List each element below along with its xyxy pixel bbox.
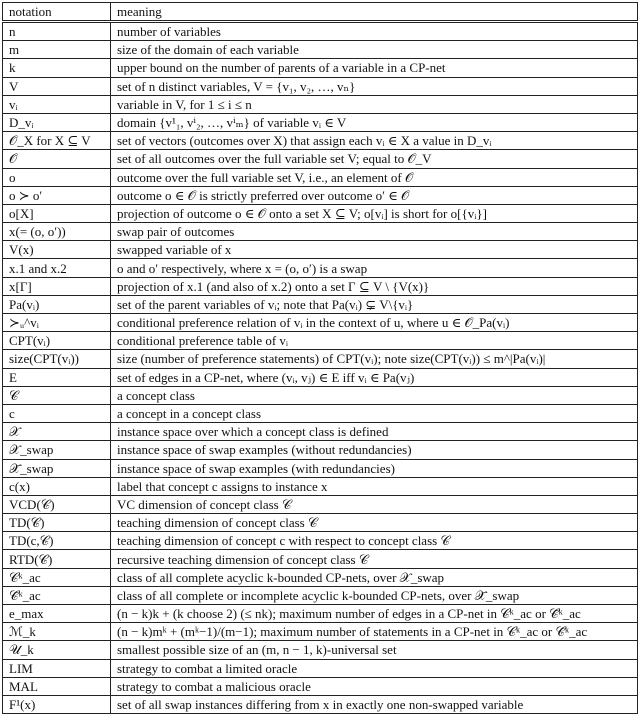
notation-cell: ℳ_k: [3, 623, 111, 641]
table-row: [3, 623, 638, 641]
table-row: [3, 514, 638, 532]
notation-cell: 𝒞ᵏ_ac: [3, 568, 111, 586]
notation-cell: e_max: [3, 605, 111, 623]
notation-cell: c(x): [3, 477, 111, 495]
table-row: [3, 695, 638, 713]
table-row: [3, 332, 638, 350]
notation-cell: 𝒳_swap: [3, 441, 111, 459]
meaning-cell: projection of outcome o ∈ 𝒪 onto a set X ⊆ V; o[vᵢ] is short for o[{vᵢ}]: [111, 204, 638, 222]
meaning-cell: (n − k)mᵏ + (mᵏ−1)/(m−1); maximum number of statements in a CP-net in 𝒞ᵏ_ac or 𝒞̄ᵏ_ac: [111, 623, 638, 641]
meaning-cell: recursive teaching dimension of concept class 𝒞: [111, 550, 638, 568]
meaning-cell: set of the parent variables of vᵢ; note that Pa(vᵢ) ⊊ V\{vᵢ}: [111, 295, 638, 313]
notation-cell: TD(𝒞): [3, 514, 111, 532]
meaning-cell: a concept in a concept class: [111, 404, 638, 422]
notation-cell: MAL: [3, 677, 111, 695]
meaning-cell: set of n distinct variables, V = {v₁, v₂, …, vₙ}: [111, 77, 638, 95]
table-row: [3, 95, 638, 113]
meaning-cell: domain {v¹₁, vⁱ₂, …, vⁱₘ} of variable vᵢ ∈ V: [111, 113, 638, 131]
meaning-cell: class of all complete or incomplete acyclic k-bounded CP-nets, over 𝒳̄_swap: [111, 586, 638, 604]
meaning-cell: size of the domain of each variable: [111, 41, 638, 59]
meaning-cell: set of all swap instances differing from x in exactly one non-swapped variable: [111, 695, 638, 713]
notation-cell: n: [3, 22, 111, 41]
notation-cell: 𝒪: [3, 150, 111, 168]
meaning-cell: a concept class: [111, 386, 638, 404]
table-row: [3, 150, 638, 168]
table-row: [3, 241, 638, 259]
meaning-cell: outcome over the full variable set V, i.e., an element of 𝒪: [111, 168, 638, 186]
table-row: [3, 495, 638, 513]
table-row: [3, 477, 638, 495]
notation-cell: VCD(𝒞): [3, 495, 111, 513]
notation-cell: 𝒳̄_swap: [3, 459, 111, 477]
meaning-cell: set of all outcomes over the full variable set V; equal to 𝒪_V: [111, 150, 638, 168]
table-row: [3, 168, 638, 186]
notation-cell: RTD(𝒞): [3, 550, 111, 568]
table-row: [3, 77, 638, 95]
meaning-cell: class of all complete acyclic k-bounded CP-nets, over 𝒳_swap: [111, 568, 638, 586]
notation-cell: m: [3, 41, 111, 59]
table-row: [3, 259, 638, 277]
notation-cell: ≻ᵤ^vᵢ: [3, 314, 111, 332]
notation-cell: o ≻ o′: [3, 186, 111, 204]
notation-cell: E: [3, 368, 111, 386]
notation-cell: o[X]: [3, 204, 111, 222]
table-row: [3, 586, 638, 604]
notation-cell: size(CPT(vᵢ)): [3, 350, 111, 368]
meaning-cell: swap pair of outcomes: [111, 223, 638, 241]
notation-cell: k: [3, 59, 111, 77]
table-row: [3, 204, 638, 222]
notation-cell: x.1 and x.2: [3, 259, 111, 277]
meaning-cell: set of vectors (outcomes over X) that assign each vᵢ ∈ X a value in D_vᵢ: [111, 132, 638, 150]
notation-cell: F¹(x): [3, 695, 111, 713]
notation-cell: c: [3, 404, 111, 422]
notation-cell: x(= (o, o′)): [3, 223, 111, 241]
table-row: [3, 386, 638, 404]
table-row: [3, 441, 638, 459]
table-row: [3, 350, 638, 368]
notation-cell: V(x): [3, 241, 111, 259]
notation-cell: TD(c,𝒞): [3, 532, 111, 550]
notation-cell: 𝒪_X for X ⊆ V: [3, 132, 111, 150]
table-row: [3, 22, 638, 41]
meaning-cell: smallest possible size of an (m, n − 1, k)-universal set: [111, 641, 638, 659]
meaning-cell: projection of x.1 (and also of x.2) onto a set Γ ⊆ V \ {V(x)}: [111, 277, 638, 295]
table-row: [3, 59, 638, 77]
notation-cell: o: [3, 168, 111, 186]
meaning-cell: number of variables: [111, 22, 638, 41]
notation-cell: CPT(vᵢ): [3, 332, 111, 350]
meaning-cell: conditional preference relation of vᵢ in the context of u, where u ∈ 𝒪_Pa(vᵢ): [111, 314, 638, 332]
meaning-cell: swapped variable of x: [111, 241, 638, 259]
meaning-cell: upper bound on the number of parents of a variable in a CP-net: [111, 59, 638, 77]
table-row: [3, 277, 638, 295]
meaning-cell: strategy to combat a malicious oracle: [111, 677, 638, 695]
table-header-row: [3, 3, 638, 22]
header-notation: notation: [3, 3, 111, 22]
notation-cell: D_vᵢ: [3, 113, 111, 131]
meaning-cell: o and o′ respectively, where x = (o, o′) is a swap: [111, 259, 638, 277]
table-row: [3, 132, 638, 150]
table-row: [3, 459, 638, 477]
notation-cell: Pa(vᵢ): [3, 295, 111, 313]
notation-cell: 𝒳: [3, 423, 111, 441]
notation-table: [2, 2, 638, 714]
meaning-cell: conditional preference table of vᵢ: [111, 332, 638, 350]
table-row: [3, 186, 638, 204]
table-row: [3, 295, 638, 313]
meaning-cell: (n − k)k + (k choose 2) (≤ nk); maximum number of edges in a CP-net in 𝒞ᵏ_ac or 𝒞̄ᵏ_ac: [111, 605, 638, 623]
meaning-cell: instance space of swap examples (without redundancies): [111, 441, 638, 459]
notation-cell: vᵢ: [3, 95, 111, 113]
header-meaning: meaning: [111, 3, 638, 22]
table-row: [3, 314, 638, 332]
meaning-cell: instance space of swap examples (with redundancies): [111, 459, 638, 477]
table-row: [3, 550, 638, 568]
table-row: [3, 659, 638, 677]
notation-cell: V: [3, 77, 111, 95]
notation-cell: x[Γ]: [3, 277, 111, 295]
meaning-cell: teaching dimension of concept class 𝒞: [111, 514, 638, 532]
meaning-cell: strategy to combat a limited oracle: [111, 659, 638, 677]
table-row: [3, 41, 638, 59]
table-row: [3, 113, 638, 131]
table-row: [3, 404, 638, 422]
table-row: [3, 368, 638, 386]
meaning-cell: VC dimension of concept class 𝒞: [111, 495, 638, 513]
meaning-cell: variable in V, for 1 ≤ i ≤ n: [111, 95, 638, 113]
table-row: [3, 677, 638, 695]
meaning-cell: label that concept c assigns to instance x: [111, 477, 638, 495]
meaning-cell: instance space over which a concept class is defined: [111, 423, 638, 441]
meaning-cell: size (number of preference statements) of CPT(vᵢ); note size(CPT(vᵢ)) ≤ m^|Pa(vᵢ)|: [111, 350, 638, 368]
table-row: [3, 532, 638, 550]
notation-cell: LIM: [3, 659, 111, 677]
meaning-cell: outcome o ∈ 𝒪 is strictly preferred over outcome o′ ∈ 𝒪: [111, 186, 638, 204]
notation-cell: 𝒰_k: [3, 641, 111, 659]
notation-cell: 𝒞: [3, 386, 111, 404]
table-row: [3, 423, 638, 441]
table-row: [3, 568, 638, 586]
notation-cell: 𝒞̄ᵏ_ac: [3, 586, 111, 604]
table-row: [3, 641, 638, 659]
meaning-cell: set of edges in a CP-net, where (vᵢ, vⱼ) ∈ E iff vᵢ ∈ Pa(vⱼ): [111, 368, 638, 386]
table-row: [3, 223, 638, 241]
meaning-cell: teaching dimension of concept c with respect to concept class 𝒞: [111, 532, 638, 550]
table-row: [3, 605, 638, 623]
